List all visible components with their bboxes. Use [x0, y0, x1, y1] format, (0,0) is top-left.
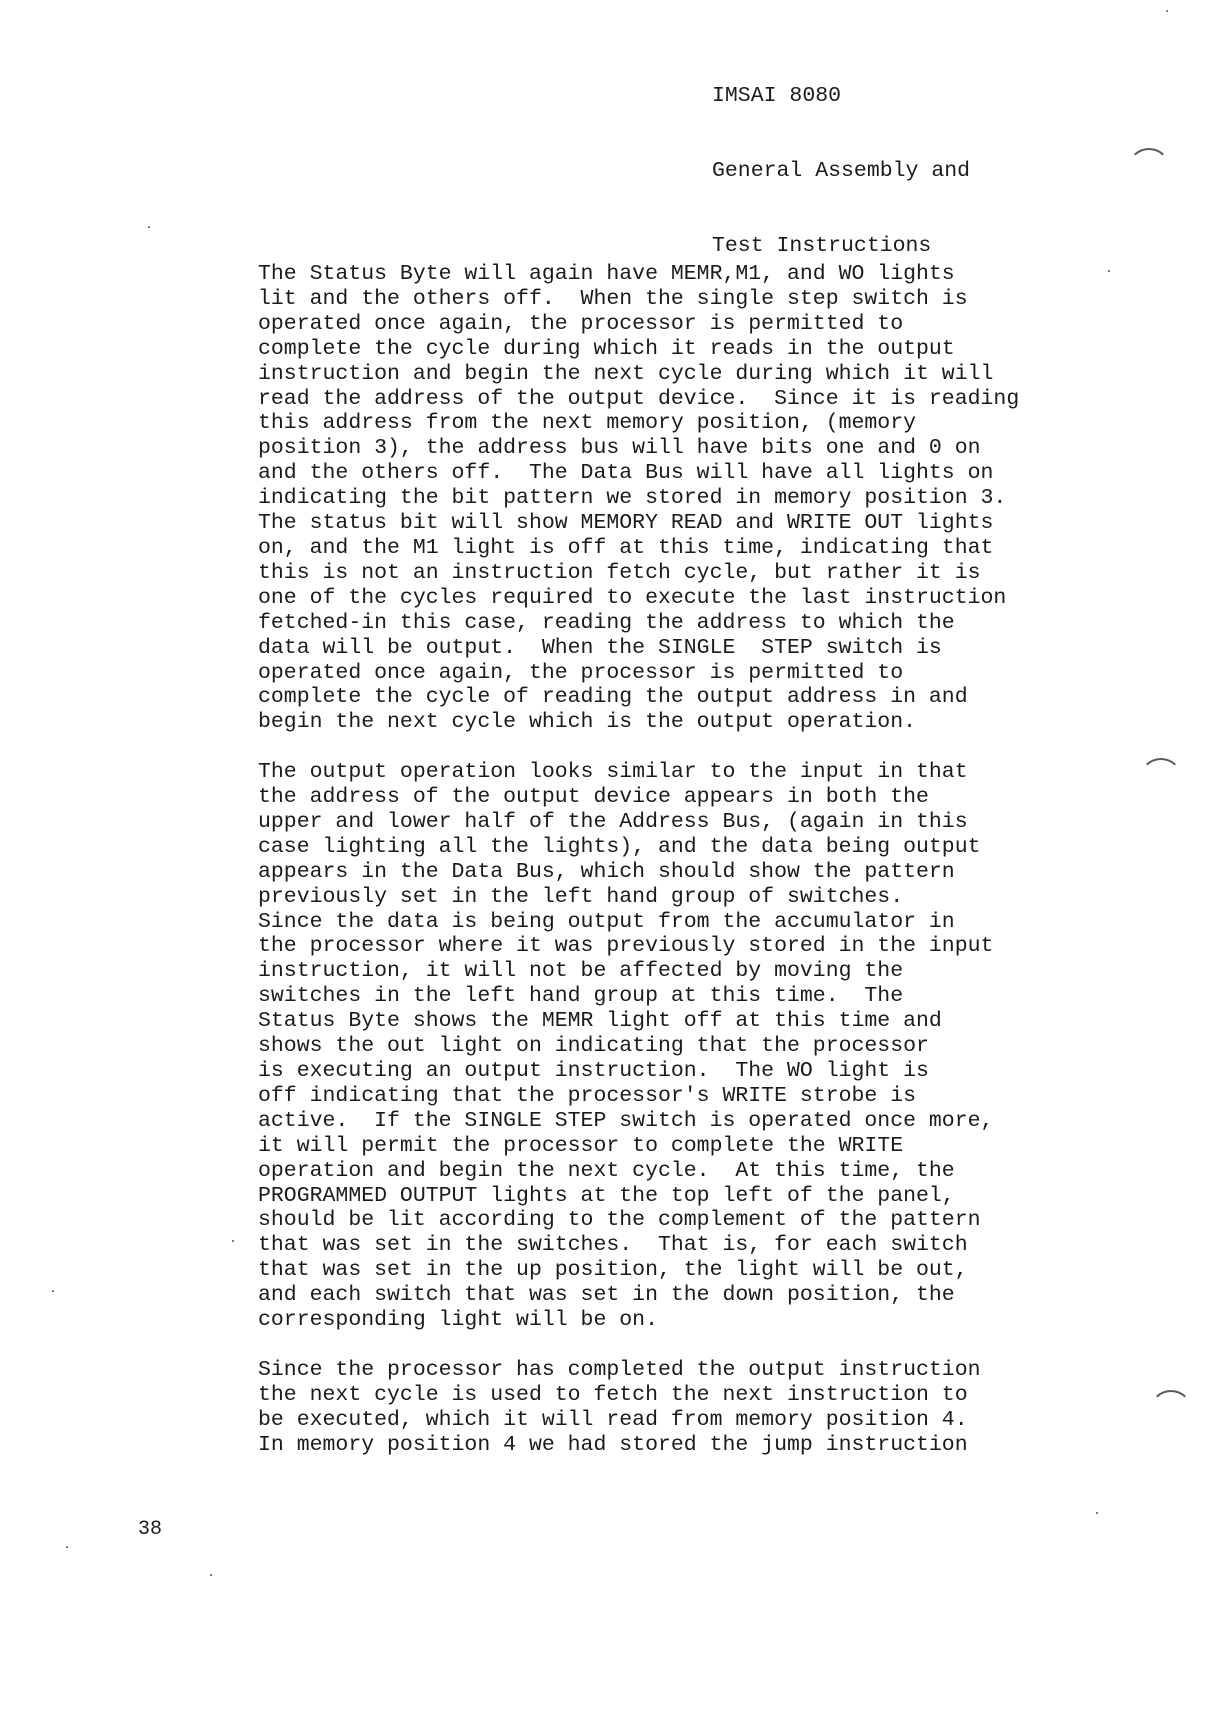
text-line: should be lit according to the complement of the pattern	[258, 1208, 981, 1233]
text-line: indicating the bit pattern we stored in memory position 3.	[258, 486, 1007, 511]
text-line: Status Byte shows the MEMR light off at this time and	[258, 1009, 942, 1034]
text-line: complete the cycle during which it reads in the output	[258, 336, 955, 361]
text-line: The Status Byte will again have MEMR,M1, and WO lights	[258, 262, 955, 286]
text-line: upper and lower half of the Address Bus, (again in this	[258, 809, 968, 834]
text-line: that was set in the up position, the light will be out,	[258, 1258, 968, 1283]
text-line: Since the data is being output from the accumulator in	[258, 909, 955, 934]
text-line: the address of the output device appears in both the	[258, 785, 929, 810]
text-line: complete the cycle of reading the output address in and	[258, 685, 968, 710]
text-line: is executing an output instruction. The WO light is	[258, 1058, 929, 1083]
punch-hole-mark	[1128, 148, 1170, 188]
text-line: it will permit the processor to complete the WRITE	[258, 1133, 904, 1158]
text-line: previously set in the left hand group of switches.	[258, 884, 904, 909]
text-line: and each switch that was set in the down position, the	[258, 1283, 955, 1308]
page-number: 38	[138, 1518, 163, 1541]
paragraph-1	[258, 262, 1158, 735]
scan-speck	[232, 1240, 234, 1242]
text-line: instruction and begin the next cycle during which it will	[258, 361, 994, 386]
text-line: lit and the others off. When the single step switch is	[258, 286, 968, 311]
text-line: corresponding light will be on.	[258, 1308, 658, 1333]
scan-speck	[66, 1546, 68, 1548]
text-line: the processor where it was previously stored in the input	[258, 934, 994, 959]
text-line: instruction, it will not be affected by moving the	[258, 959, 904, 984]
scan-speck	[148, 226, 150, 228]
text-line: data will be output. When the SINGLE STEP switch is	[258, 635, 942, 660]
text-line: Since the processor has completed the output instruction	[258, 1357, 981, 1382]
header-line: IMSAI 8080	[712, 84, 842, 108]
paragraph-2	[258, 760, 1158, 1333]
text-line: operation and begin the next cycle. At this time, the	[258, 1158, 955, 1183]
text-line: this is not an instruction fetch cycle, but rather it is	[258, 560, 981, 585]
text-line: one of the cycles required to execute the last instruction	[258, 585, 1007, 610]
text-line: appears in the Data Bus, which should show the pattern	[258, 859, 955, 884]
text-line: shows the out light on indicating that the processor	[258, 1034, 929, 1059]
text-line: this address from the next memory position, (memory	[258, 411, 917, 436]
header-line: General Assembly and	[712, 159, 971, 183]
paragraph-3	[258, 1358, 1158, 1458]
text-line: begin the next cycle which is the output operation.	[258, 710, 917, 735]
text-line: the next cycle is used to fetch the next instruction to	[258, 1382, 968, 1407]
text-line: off indicating that the processor's WRITE strobe is	[258, 1083, 917, 1108]
text-line: that was set in the switches. That is, for each switch	[258, 1233, 968, 1258]
text-line: The output operation looks similar to the input in that	[258, 760, 968, 785]
scan-speck	[210, 1574, 212, 1576]
text-line: on, and the M1 light is off at this time, indicating that	[258, 535, 994, 560]
scan-speck	[1166, 10, 1168, 12]
text-line: and the others off. The Data Bus will have all lights on	[258, 461, 994, 486]
header-line: Test Instructions	[712, 234, 932, 258]
scan-speck	[1108, 270, 1110, 272]
text-line: active. If the SINGLE STEP switch is operated once more,	[258, 1108, 994, 1133]
scan-speck	[52, 1290, 54, 1292]
text-line: position 3), the address bus will have bits one and 0 on	[258, 436, 981, 461]
text-line: switches in the left hand group at this time. The	[258, 984, 904, 1009]
text-line: In memory position 4 we had stored the jump instruction	[258, 1432, 968, 1457]
scan-speck	[1096, 1512, 1098, 1514]
text-line: fetched-in this case, reading the address to which the	[258, 610, 955, 635]
text-line: case lighting all the lights), and the data being output	[258, 834, 981, 859]
punch-hole-mark	[1140, 758, 1182, 798]
text-line: The status bit will show MEMORY READ and WRITE OUT lights	[258, 511, 994, 536]
text-line: PROGRAMMED OUTPUT lights at the top left of the panel,	[258, 1183, 955, 1208]
text-line: operated once again, the processor is permitted to	[258, 660, 904, 685]
text-line: operated once again, the processor is permitted to	[258, 311, 904, 336]
body-text	[258, 262, 1158, 1482]
text-line: read the address of the output device. Since it is reading	[258, 386, 1020, 411]
punch-hole-mark	[1150, 1390, 1192, 1430]
text-line: be executed, which it will read from memory position 4.	[258, 1407, 968, 1432]
